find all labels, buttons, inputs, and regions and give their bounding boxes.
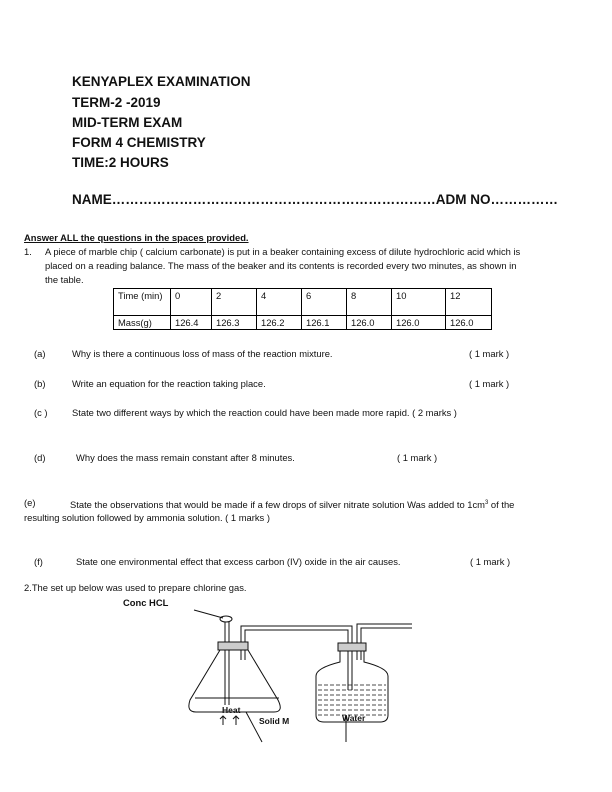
part-b-text: Write an equation for the reaction taking place. [72, 378, 266, 389]
table-cell: 126.0 [446, 316, 492, 330]
heat-arrows [220, 716, 239, 725]
part-f-text: State one environmental effect that excess carbon (IV) oxide in the air causes. [76, 556, 401, 567]
table-cell: 0 [171, 289, 212, 316]
part-f-marks: ( 1 mark ) [470, 556, 511, 567]
table-header-mass: Mass(g) [114, 316, 171, 330]
q1-number: 1. [24, 246, 32, 257]
cork [218, 642, 248, 650]
part-c-text: State two different ways by which the reaction could have been made more rapid. ( 2 marks ) [72, 407, 457, 418]
table-cell: 126.0 [392, 316, 446, 330]
part-e-text-main: State the observations that would be made if a few drops of silver nitrate solution Was added to 1cm [70, 499, 485, 511]
name-adm-line: NAME………………………………………………………………ADM NO…………… [72, 192, 558, 207]
time: TIME:2 HOURS [72, 155, 169, 170]
part-d-text: Why does the mass remain constant after 8 minutes. [76, 452, 295, 463]
table-cell: 12 [446, 289, 492, 316]
part-e-text-2: resulting solution followed by ammonia solution. ( 1 marks ) [24, 512, 270, 523]
part-a-label: (a) [34, 348, 46, 359]
part-e-text-end: of the [488, 499, 515, 511]
form-subject: FORM 4 CHEMISTRY [72, 135, 206, 150]
table-header-time: Time (min) [114, 289, 171, 316]
part-b-marks: ( 1 mark ) [469, 378, 510, 389]
conical-flask [189, 650, 280, 712]
label-heat: Heat [222, 705, 241, 715]
part-f-label: (f) [34, 556, 43, 567]
school-title: KENYAPLEX EXAMINATION [72, 74, 251, 89]
table-cell: 4 [257, 289, 302, 316]
part-d-marks: ( 1 mark ) [397, 452, 438, 463]
instructions: Answer ALL the questions in the spaces provided. [24, 232, 249, 243]
table-cell: 126.0 [347, 316, 392, 330]
table-cell: 2 [212, 289, 257, 316]
q1-text-3: the table. [45, 274, 84, 285]
part-d-label: (d) [34, 452, 46, 463]
table-cell: 6 [302, 289, 347, 316]
q2-text: 2.The set up below was used to prepare chlorine gas. [24, 582, 247, 593]
delivery-tube [241, 626, 352, 690]
tap [220, 616, 232, 622]
bottle-cork [338, 643, 366, 651]
term: TERM-2 -2019 [72, 95, 161, 110]
part-a-text: Why is there a continuous loss of mass of the reaction mixture. [72, 348, 333, 359]
table-cell: 10 [392, 289, 446, 316]
table-cell: 126.4 [171, 316, 212, 330]
part-e-label: (e) [24, 497, 36, 508]
label-conc-hcl: Conc HCL [123, 597, 169, 608]
table-cell: 126.2 [257, 316, 302, 330]
q1-text-1: A piece of marble chip ( calcium carbonate) is put in a beaker containing excess of dilute hydrochloric acid which is [45, 246, 521, 257]
label-water: Water [342, 713, 366, 723]
part-b-label: (b) [34, 378, 46, 389]
table-cell: 126.1 [302, 316, 347, 330]
table-cell: 126.3 [212, 316, 257, 330]
part-c-label: (c ) [34, 407, 48, 418]
pointer-line [194, 610, 223, 618]
exam-type: MID-TERM EXAM [72, 115, 183, 130]
q1-text-2: placed on a reading balance. The mass of the beaker and its contents is recorded every two minutes, as shown in [45, 260, 517, 271]
label-solid-m: Solid M [259, 716, 290, 726]
table-cell: 8 [347, 289, 392, 316]
outlet-tube [357, 624, 412, 660]
superscript: 3 [484, 500, 489, 506]
part-a-marks: ( 1 mark ) [469, 348, 510, 359]
